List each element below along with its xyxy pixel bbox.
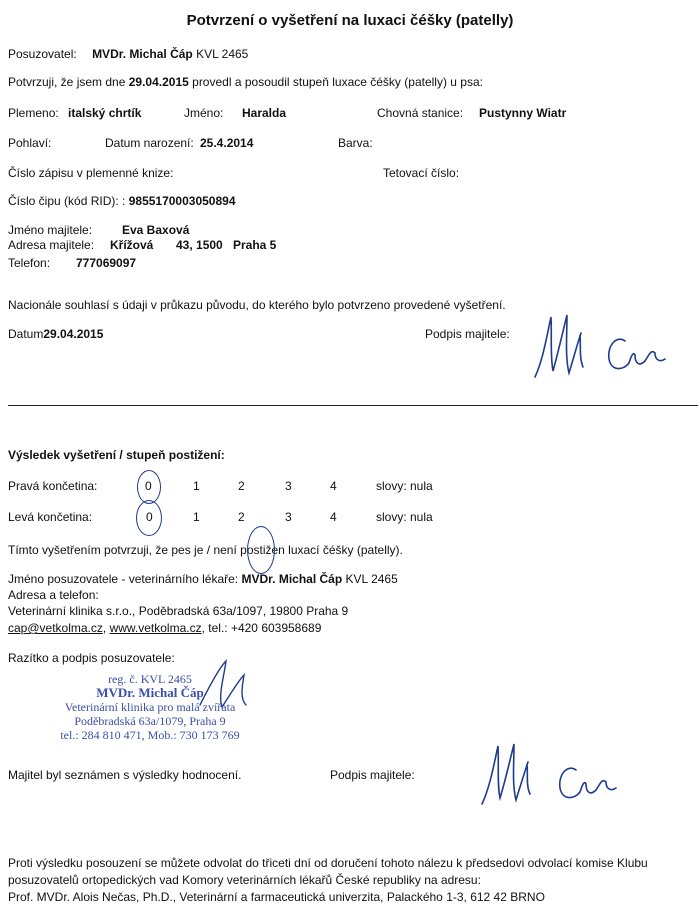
- left-grade-2: 2: [238, 510, 245, 524]
- left-grade-0: 0: [146, 510, 153, 524]
- owner-address-label: Adresa majitele:: [8, 238, 95, 252]
- birth-label: Datum narození:: [105, 136, 194, 150]
- breed-label: Plemeno:: [8, 106, 59, 120]
- kennel-label: Chovná stanice:: [377, 106, 464, 120]
- right-limb-words: slovy: nula: [376, 479, 433, 493]
- stamp-line-3: Veterinární klinika pro malá zvířata: [64, 700, 236, 714]
- confirm-date: 29.04.2015: [128, 75, 189, 89]
- statement-selected: není: [213, 543, 237, 557]
- left-grade-circle: [136, 500, 162, 536]
- vet-name: MVDr. Michal Čáp: [241, 572, 343, 586]
- chip-label: Číslo čipu (kód RID): :: [8, 194, 126, 208]
- right-grade-1: 1: [193, 479, 200, 493]
- owner-phone-value: 777069097: [76, 256, 137, 270]
- owner-sign-label-1: Podpis majitele:: [425, 327, 510, 341]
- stamp-line-2: MVDr. Michal Čáp: [96, 685, 204, 700]
- page-title: Potvrzení o vyšetření na luxaci čéšky (patelly): [186, 12, 514, 29]
- informed-text: Majitel byl seznámen s výsledky hodnocení.: [8, 768, 242, 782]
- right-grade-circle: [137, 470, 161, 504]
- left-limb-words: slovy: nula: [376, 510, 433, 524]
- right-grade-4: 4: [330, 479, 337, 493]
- right-grade-3: 3: [285, 479, 292, 493]
- owner-phone-label: Telefon:: [8, 256, 51, 270]
- owner-address-number: 43, 1500: [176, 238, 223, 252]
- confirm-suffix: provedl a posoudil stupeň luxace čéšky (patelly) u psa:: [192, 75, 483, 89]
- stamp-line-1: reg. č. KVL 2465: [108, 672, 192, 686]
- date-line: [8, 327, 103, 341]
- dog-name-label: Jméno:: [184, 106, 224, 120]
- statement-line: [8, 543, 403, 557]
- left-grade-1: 1: [193, 510, 200, 524]
- evaluator-name: MVDr. Michal Čáp: [92, 47, 193, 61]
- right-grade-2: 2: [238, 479, 245, 493]
- evaluator-label: Posuzovatel:: [8, 47, 77, 61]
- studbook-label: Číslo zápisu v plemenné knize:: [8, 166, 174, 180]
- vet-phone: , tel.: +420 603958689: [201, 621, 322, 635]
- confirm-line: [8, 75, 483, 89]
- footer-line-2: posuzovatelů ortopedických vad Komory veterinárních lékařů České republiky na adresu:: [8, 873, 481, 887]
- statement-circle: [247, 526, 275, 574]
- owner-sign-label-2: Podpis majitele:: [330, 768, 415, 782]
- owner-name-label: Jméno majitele:: [8, 223, 93, 237]
- footer-line-3: Prof. MVDr. Alois Nečas, Ph.D., Veterinární a farmaceutická univerzita, Palackého 1-3, 612 42 BRNO: [8, 890, 545, 904]
- stamp-line-4: Poděbradská 63a/1079, Praha 9: [74, 714, 226, 728]
- right-grade-0: 0: [145, 479, 152, 493]
- vet-kvl: KVL 2465: [345, 572, 398, 586]
- vet-contact-line: [8, 621, 321, 635]
- vet-signature: [180, 655, 270, 715]
- vet-name-line: [8, 572, 398, 586]
- vet-name-label: Jméno posuzovatele - veterinárního lékaře:: [8, 572, 239, 586]
- agreement-text: Nacionále souhlasí s údaji v průkazu původu, do kterého bylo potvrzeno provedené vyšetření.: [8, 298, 506, 312]
- result-heading: Výsledek vyšetření / stupeň postižení:: [8, 448, 225, 462]
- vet-contact-sep: ,: [102, 621, 107, 635]
- dog-name-value: Haralda: [242, 106, 287, 120]
- kennel-value: Pustynny Wiatr: [479, 106, 567, 120]
- date-label: Datum: [8, 327, 44, 341]
- birth-value: 25.4.2014: [200, 136, 254, 150]
- date-value: 29.04.2015: [43, 327, 104, 341]
- breed-value: italský chrtík: [68, 106, 142, 120]
- sex-label: Pohlaví:: [8, 136, 52, 150]
- chip-line: [8, 194, 236, 208]
- tattoo-label: Tetovací číslo:: [383, 166, 460, 180]
- vet-address: Veterinární klinika s.r.o., Poděbradská 63a/1097, 19800 Praha 9: [8, 604, 349, 618]
- chip-value: 9855170003050894: [128, 194, 236, 208]
- owner-address-street: Křížová: [110, 238, 154, 252]
- statement-slash: /: [206, 543, 211, 557]
- confirm-prefix: Potvrzuji, že jsem dne: [8, 75, 126, 89]
- left-limb-label: Levá končetina:: [8, 510, 93, 524]
- vet-web-link[interactable]: www.vetkolma.cz: [109, 621, 202, 635]
- statement-prefix: Tímto vyšetřením potvrzuji, že pes je: [8, 543, 204, 557]
- owner-name-value: Eva Baxová: [122, 223, 190, 237]
- left-grade-3: 3: [285, 510, 292, 524]
- owner-signature-1: [525, 305, 685, 385]
- evaluator-line: [8, 47, 248, 61]
- vet-address-label: Adresa a telefon:: [8, 588, 99, 602]
- vet-email-link[interactable]: cap@vetkolma.cz: [8, 621, 103, 635]
- stamp-label: Razítko a podpis posuzovatele:: [8, 651, 175, 665]
- owner-signature-2: [470, 732, 630, 812]
- footer-line-1: Proti výsledku posouzení se můžete odvolat do třiceti dní od doručení tohoto nálezu k předsedovi odvolací komise Klubu: [8, 856, 648, 870]
- color-label: Barva:: [338, 136, 373, 150]
- right-limb-label: Pravá končetina:: [8, 479, 98, 493]
- owner-address-city: Praha 5: [233, 238, 277, 252]
- appeal-footer: [8, 855, 693, 906]
- statement-suffix: postižen luxací čéšky (patelly).: [240, 543, 403, 557]
- left-grade-4: 4: [330, 510, 337, 524]
- evaluator-kvl: KVL 2465: [196, 47, 249, 61]
- section-divider: [8, 405, 698, 406]
- stamp-line-5: tel.: 284 810 471, Mob.: 730 173 769: [60, 728, 240, 742]
